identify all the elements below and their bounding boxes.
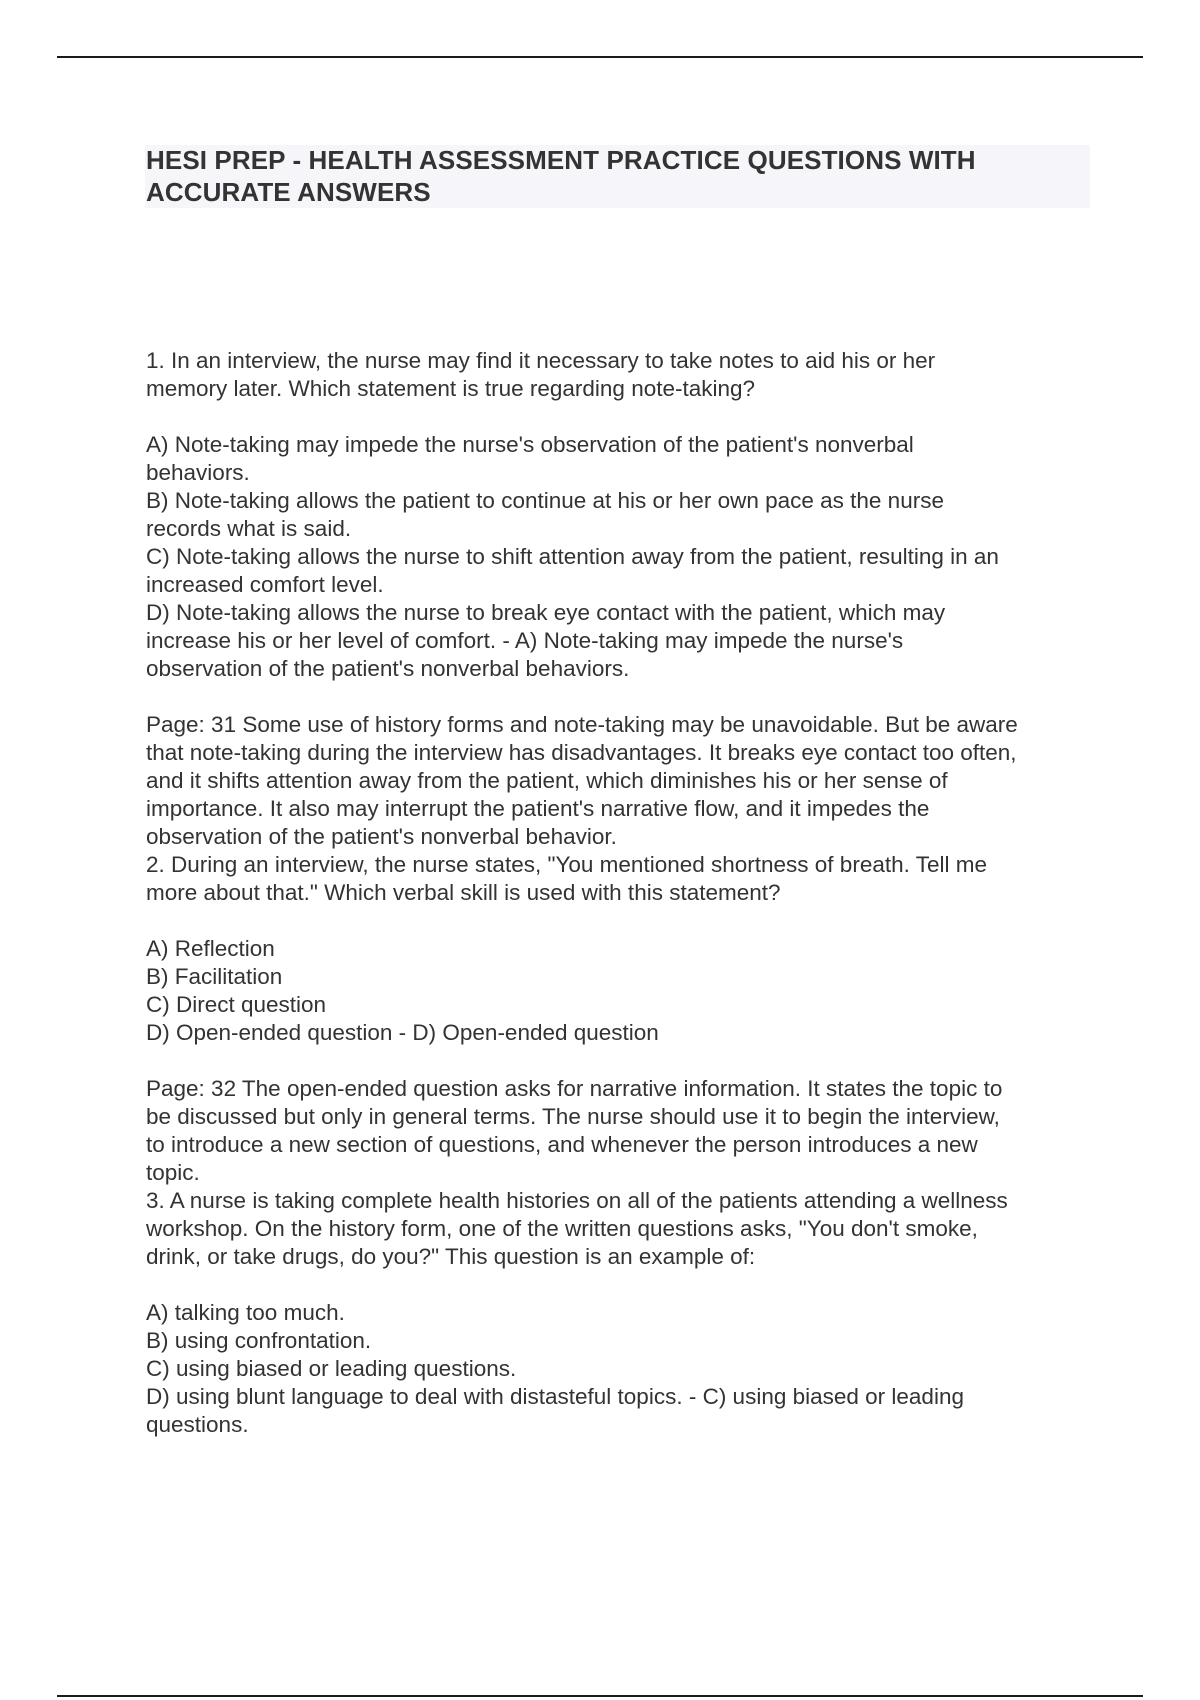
question-1-stem: 1. In an interview, the nurse may find it necessary to take notes to aid his or her memory later. Which statement is true regarding note-taking?: [146, 348, 936, 401]
question-2-option-c: C) Direct question: [146, 992, 327, 1017]
question-3-option-d-answer: D) using blunt language to deal with distasteful topics. - C) using biased or leading questions.: [146, 1384, 964, 1437]
question-2-rationale: Page: 32 The open-ended question asks for narrative information. It states the topic to be discussed but only in general terms. The nurse should use it to begin the interview, to introduce a new section of questions, and whenever the person introduces a new topic.: [146, 1076, 1003, 1185]
document-title: HESI PREP - HEALTH ASSESSMENT PRACTICE QUESTIONS WITH ACCURATE ANSWERS: [146, 145, 976, 207]
question-1-option-b: B) Note-taking allows the patient to continue at his or her own pace as the nurse records what is said.: [146, 488, 944, 541]
question-3-option-c: C) using biased or leading questions.: [146, 1356, 517, 1381]
question-2-option-d-answer: D) Open-ended question - D) Open-ended question: [146, 1020, 659, 1045]
question-1-option-a: A) Note-taking may impede the nurse's observation of the patient's nonverbal behaviors.: [146, 432, 914, 485]
paragraph-gap: [146, 683, 1091, 711]
bottom-rule: [57, 1695, 1143, 1697]
question-3-option-b: B) using confrontation.: [146, 1328, 372, 1353]
question-2-option-a: A) Reflection: [146, 936, 275, 961]
paragraph-gap: [146, 1271, 1091, 1299]
question-2-stem: 2. During an interview, the nurse states, "You mentioned shortness of breath. Tell me more about that." Which verbal skill is used with this statement?: [146, 852, 987, 905]
question-1-option-c: C) Note-taking allows the nurse to shift attention away from the patient, resulting in an increased comfort level.: [146, 544, 999, 597]
question-1-option-d-answer: D) Note-taking allows the nurse to break eye contact with the patient, which may increase his or her level of comfort. - A) Note-taking may impede the nurse's observation of the patient's nonverbal behaviors.: [146, 600, 946, 681]
paragraph-gap: [146, 907, 1091, 935]
question-1-rationale: Page: 31 Some use of history forms and note-taking may be unavoidable. But be aware that note-taking during the interview has disadvantages. It breaks eye contact too often, and it shifts attention away from the patient, which diminishes his or her sense of importance. It also may interrupt the patient's narrative flow, and it impedes the observation of the patient's nonverbal behavior.: [146, 712, 1018, 849]
question-3-stem: 3. A nurse is taking complete health histories on all of the patients attending a wellness workshop. On the history form, one of the written questions asks, "You don't smoke, drink, or take drugs, do you?" This question is an example of:: [146, 1188, 1008, 1269]
question-2-option-b: B) Facilitation: [146, 964, 283, 989]
question-3-option-a: A) talking too much.: [146, 1300, 345, 1325]
document-body: [146, 347, 1091, 1439]
paragraph-gap: [146, 403, 1091, 431]
top-rule: [57, 56, 1143, 58]
paragraph-gap: [146, 1047, 1091, 1075]
